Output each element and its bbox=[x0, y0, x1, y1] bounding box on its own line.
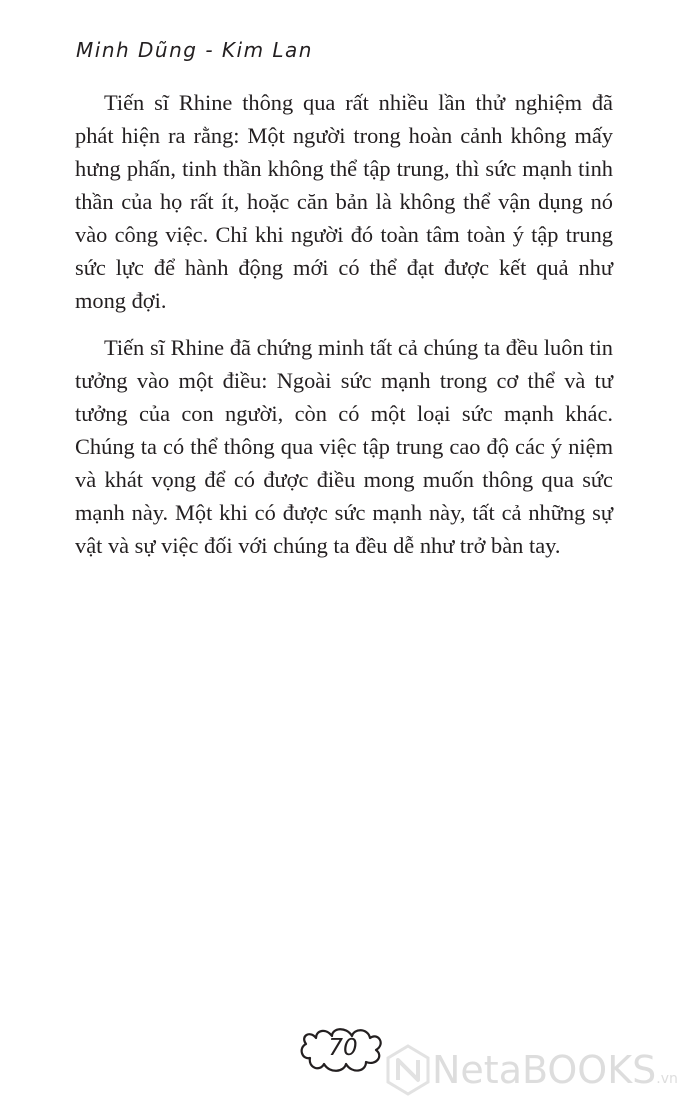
body-text bbox=[75, 86, 613, 576]
running-header-title: Minh Dũng - Kim Lan bbox=[76, 38, 313, 62]
watermark-suffix: .vn bbox=[656, 1071, 678, 1087]
netabooks-logo-icon bbox=[386, 1044, 430, 1096]
watermark-text bbox=[432, 1048, 678, 1092]
paragraph-1: Tiến sĩ Rhine thông qua rất nhiều lần thử nghiệm đã phát hiện ra rằng: Một người trong hoàn cảnh không mấy hưng phấn, tinh thần không thể tập trung, thì sức mạnh tinh thần của họ rất ít, hoặc căn bản là không thể vận dụng nó vào công việc. Chỉ khi người đó toàn tâm toàn ý tập trung sức lực để hành động mới có thể đạt được kết quả như mong đợi. bbox=[75, 90, 613, 313]
page-number-badge bbox=[300, 1024, 386, 1080]
netabooks-watermark bbox=[386, 1040, 700, 1110]
page-number: 70 bbox=[328, 1035, 358, 1061]
watermark-brand: NetaBOOKS bbox=[432, 1048, 657, 1092]
paragraph-2: Tiến sĩ Rhine đã chứng minh tất cả chúng ta đều luôn tin tưởng vào một điều: Ngoài sức mạnh trong cơ thể và tư tưởng của con người, còn có một loại sức mạnh khác. Chúng ta có thể thông qua việc tập trung cao độ các ý niệm và khát vọng để có được điều mong muốn thông qua sức mạnh này. Một khi có được sức mạnh này, tất cả những sự vật và sự việc đối với chúng ta đều dễ như trở bàn tay. bbox=[75, 335, 613, 558]
